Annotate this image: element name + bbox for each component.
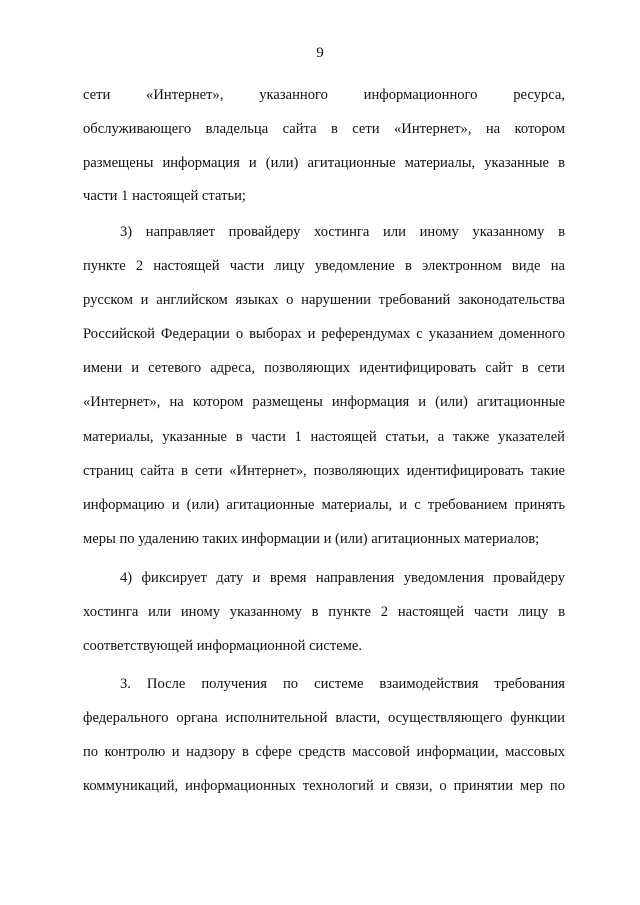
text-line: по контролю и надзору в сфере средств массовой информации, массовых [83,744,565,760]
text-line: 3. После получения по системе взаимодействия требования [120,676,565,692]
text-line: части 1 настоящей статьи; [83,188,246,204]
text-line: русском и английском языках о нарушении требований законодательства [83,292,565,308]
text-line: информацию и (или) агитационные материалы, и с требованием принять [83,497,565,513]
text-line: меры по удалению таких информации и (или) агитационных материалов; [83,531,540,547]
text-line: сети «Интернет», указанного информационного ресурса, [83,87,565,103]
text-line: имени и сетевого адреса, позволяющих идентифицировать сайт в сети [83,360,565,376]
page-number: 9 [316,45,324,61]
text-line: 3) направляет провайдеру хостинга или иному указанному в [120,224,565,240]
text-line: коммуникаций, информационных технологий и связи, о принятии мер по [83,778,565,794]
text-line: федерального органа исполнительной власти, осуществляющего функции [83,710,565,726]
text-line: страниц сайта в сети «Интернет», позволяющих идентифицировать такие [83,463,565,479]
text-line: хостинга или иному указанному в пункте 2 настоящей части лицу в [83,604,565,620]
text-line: Российской Федерации о выборах и референдумах с указанием доменного [83,326,565,342]
text-line: пункте 2 настоящей части лицу уведомление в электронном виде на [83,258,565,274]
text-line: обслуживающего владельца сайта в сети «Интернет», на котором [83,121,565,137]
text-line: «Интернет», на котором размещены информация и (или) агитационные [83,394,565,410]
text-line: соответствующей информационной системе. [83,638,363,654]
text-line: размещены информация и (или) агитационные материалы, указанные в [83,155,565,171]
text-line: материалы, указанные в части 1 настоящей статьи, а также указателей [83,429,565,445]
text-line: 4) фиксирует дату и время направления уведомления провайдеру [120,570,565,586]
